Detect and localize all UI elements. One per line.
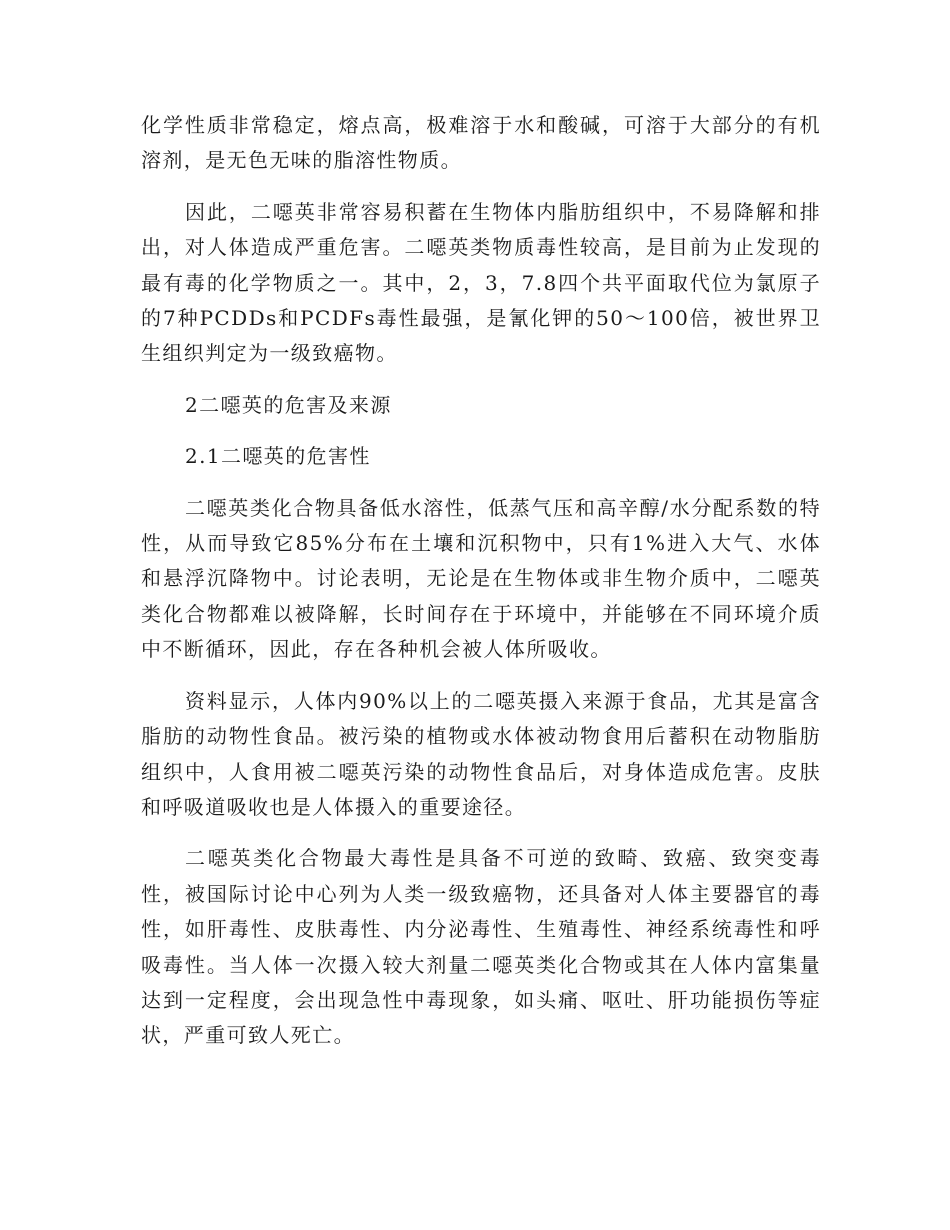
section-heading-hazards-sources: 2二噁英的危害及来源 [185, 392, 392, 417]
subsection-heading-hazards: 2.1二噁英的危害性 [185, 444, 371, 469]
paragraph-toxicity-overview: 因此，二噁英非常容易积蓄在生物体内脂肪组织中，不易降解和排出，对人体造成严重危害。二噁英类物质毒性较高，是目前为止发现的最有毒的化学物质之一。其中，2，3，7.8四个共平面取代位为氯原子的7种PCDDs和PCDFs毒性最强，是氰化钾的50～100倍，被世界卫生组织判定为一级致癌物。 [141, 199, 821, 366]
document-body [141, 108, 821, 1070]
paragraph-properties: 化学性质非常稳定，熔点高，极难溶于水和酸碱，可溶于大部分的有机溶剂，是无色无味的脂溶性物质。 [141, 113, 821, 173]
paragraph-health-effects: 二噁英类化合物最大毒性是具备不可逆的致畸、致癌、致突变毒性，被国际讨论中心列为人类一级致癌物，还具备对人体主要器官的毒性，如肝毒性、皮肤毒性、内分泌毒性、生殖毒性、神经系统毒性和呼吸毒性。当人体一次摄入较大剂量二噁英类化合物或其在人体内富集量达到一定程度，会出现急性中毒现象，如头痛、呕吐、肝功能损伤等症状，严重可致人死亡。 [141, 846, 821, 1048]
paragraph-intake-sources: 资料显示，人体内90%以上的二噁英摄入来源于食品，尤其是富含脂肪的动物性食品。被污染的植物或水体被动物食用后蓄积在动物脂肪组织中，人食用被二噁英污染的动物性食品后，对身体造成危害。皮肤和呼吸道吸收也是人体摄入的重要途径。 [141, 688, 821, 819]
paragraph-environmental-distribution: 二噁英类化合物具备低水溶性，低蒸气压和高辛醇/水分配系数的特性，从而导致它85%分布在土壤和沉积物中，只有1%进入大气、水体和悬浮沉降物中。讨论表明，无论是在生物体或非生物介质中，二噁英类化合物都难以被降解，长时间存在于环境中，并能够在不同环境介质中不断循环，因此，存在各种机会被人体所吸收。 [141, 495, 821, 662]
